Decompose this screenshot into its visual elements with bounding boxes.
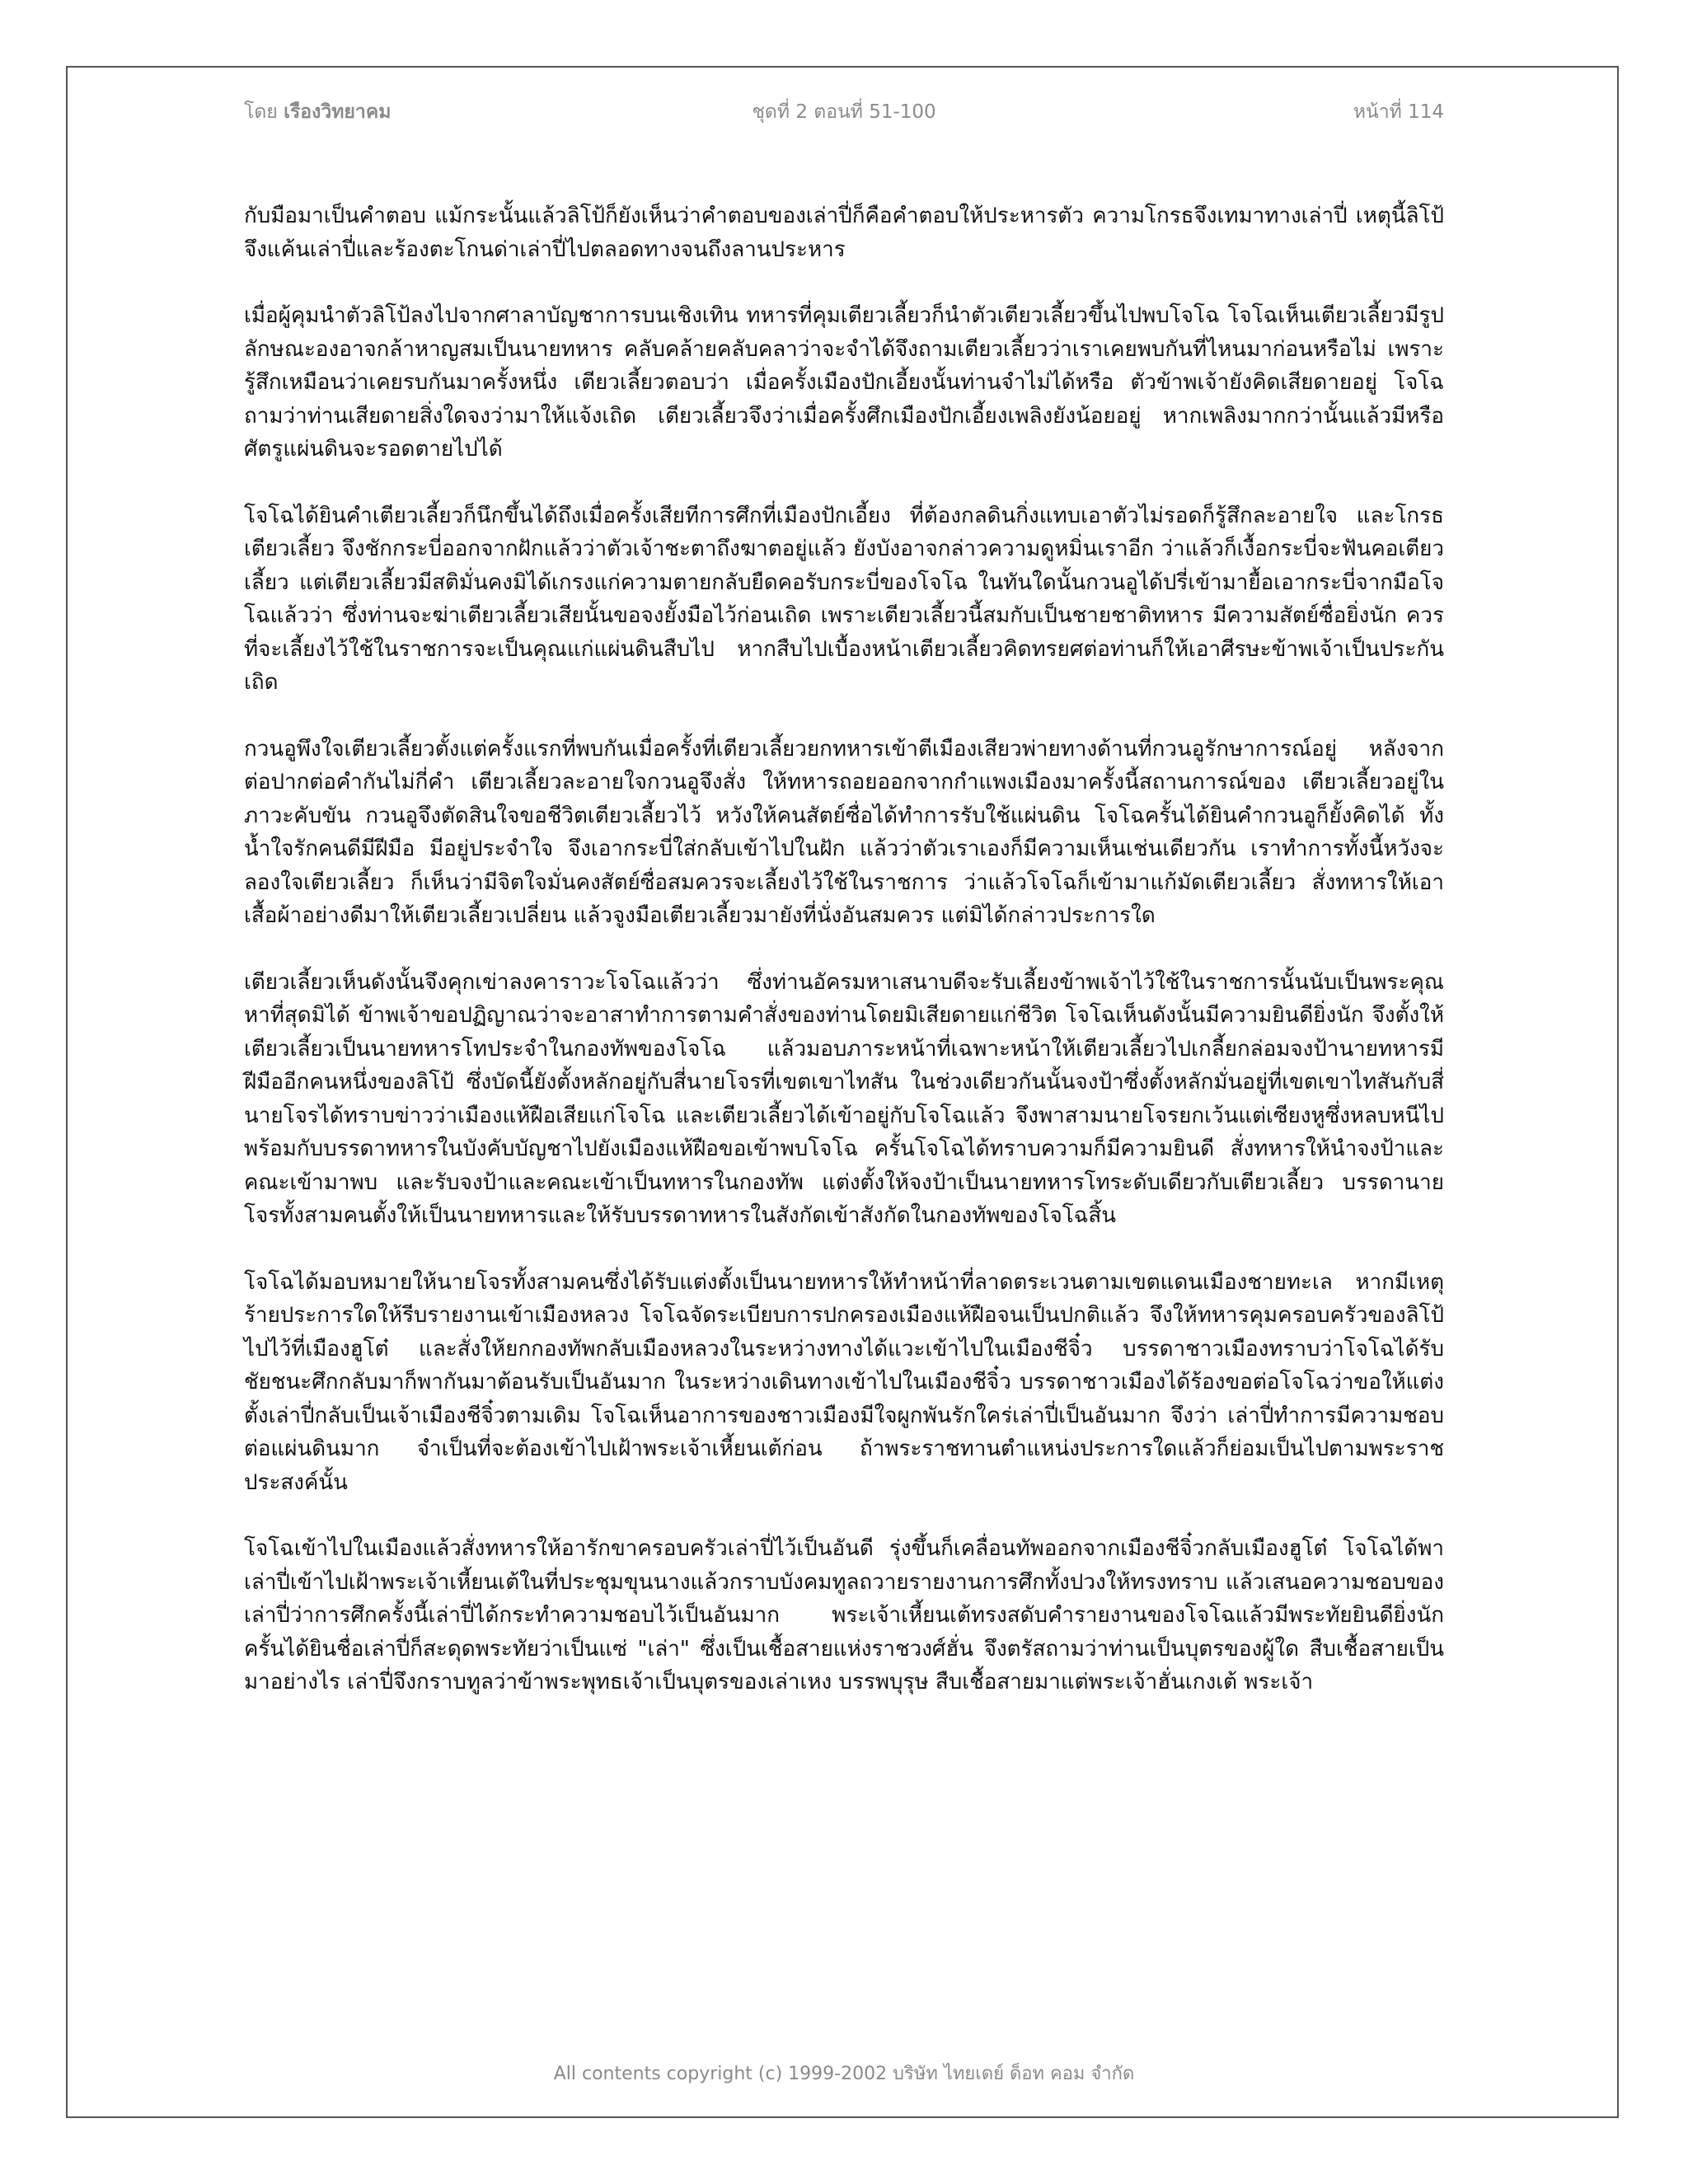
author-name: เรืองวิทยาคม (284, 101, 392, 123)
paragraph: โจโฉเข้าไปในเมืองแล้วสั่งทหารให้อารักขาครอบครัวเล่าปี่ไว้เป็นอันดี รุ่งขึ้นก็เคลื่อนทัพออกจากเมืองชีจิ๋วกลับเมืองฮูโต๋ โจโฉได้พาเล่าปี่เข้าไปเฝ้าพระเจ้าเหี้ยนเต้ในที่ประชุมขุนนางแล้วกราบบังคมทูลถวายรายงานการศึกทั้งปวงให้ทรงทราบ แล้วเสนอความชอบของเล่าปี่ว่าการศึกครั้งนี้เล่าปี่ได้กระทำความชอบไว้เป็นอันมาก พระเจ้าเหี้ยนเต้ทรงสดับคำรายงานของโจโฉแล้วมีพระทัยยินดียิ่งนัก ครั้นได้ยินชื่อเล่าปี่ก็สะดุดพระทัยว่าเป็นแซ่ "เล่า" ซึ่งเป็นเชื้อสายแห่งราชวงศ์ฮั่น จึงตรัสถามว่าท่านเป็นบุตรของผู้ใด สืบเชื้อสายเป็นมาอย่างไร เล่าปี่จึงกราบทูลว่าข้าพระพุทธเจ้าเป็นบุตรของเล่าเหง บรรพบุรุษ สืบเชื้อสายมาแต่พระเจ้าฮั่นเกงเต้ พระเจ้า (244, 1536, 1444, 1694)
series-label: ชุดที่ 2 ตอนที่ 51-100 (752, 101, 936, 123)
paragraph: โจโฉได้มอบหมายให้นายโจรทั้งสามคนซึ่งได้รับแต่งตั้งเป็นนายทหารให้ทำหน้าที่ลาดตระเวนตามเขตแดนเมืองชายทะเล หากมีเหตุร้ายประการใดให้รีบรายงานเข้าเมืองหลวง โจโฉจัดระเบียบการปกครองเมืองแห้ฝือจนเป็นปกติแล้ว จึงให้ทหารคุมครอบครัวของลิโป้ไปไว้ที่เมืองฮูโต๋ และสั่งให้ยกกองทัพกลับเมืองหลวงในระหว่างทางได้แวะเข้าไปในเมืองชีจิ๋ว บรรดาชาวเมืองทราบว่าโจโฉได้รับชัยชนะศึกกลับมาก็พากันมาต้อนรับเป็นอันมาก ในระหว่างเดินทางเข้าไปในเมืองชีจิ๋ว บรรดาชาวเมืองได้ร้องขอต่อโจโฉว่าขอให้แต่งตั้งเล่าปี่กลับเป็นเจ้าเมืองชีจิ๋วตามเดิม โจโฉเห็นอาการของชาวเมืองมีใจผูกพันรักใคร่เล่าปี่เป็นอันมาก จึงว่า เล่าปี่ทำการมีความชอบต่อแผ่นดินมาก จำเป็นที่จะต้องเข้าไปเฝ้าพระเจ้าเหี้ยนเต้ก่อน ถ้าพระราชทานตำแหน่งประการใดแล้วก็ย่อมเป็นไปตามพระราชประสงค์นั้น (244, 1269, 1444, 1495)
copyright-footer: All contents copyright (c) 1999-2002 บริษัท ไทยเดย์ ด็อท คอม จำกัด (553, 2064, 1135, 2084)
article-body (244, 199, 1444, 1732)
paragraph: กับมือมาเป็นคำตอบ แม้กระนั้นแล้วลิโป้ก็ยังเห็นว่าคำตอบของเล่าปี่ก็คือคำตอบให้ประหารตัว ความโกรธจึงเทมาทางเล่าปี่ เหตุนี้ลิโป้จึงแค้นเล่าปี่และร้องตะโกนด่าเล่าปี่ไปตลอดทางจนถึงลานประหาร (244, 204, 1444, 262)
page-number: หน้าที่ 114 (1353, 101, 1444, 123)
paragraph: กวนอูพึงใจเตียวเลี้ยวตั้งแต่ครั้งแรกที่พบกันเมื่อครั้งที่เตียวเลี้ยวยกทหารเข้าตีเมืองเสียวพ่ายทางด้านที่กวนอูรักษาการณ์อยู่ หลังจากต่อปากต่อคำกันไม่กี่คำ เตียวเลี้ยวละอายใจกวนอูจึงสั่ง ให้ทหารถอยออกจากกำแพงเมืองมาครั้งนี้สถานการณ์ของ เตียวเลี้ยวอยู่ในภาวะคับขัน กวนอูจึงตัดสินใจขอชีวิตเตียวเลี้ยวไว้ หวังให้คนสัตย์ซื่อได้ทำการรับใช้แผ่นดิน โจโฉครั้นได้ยินคำกวนอูก็ยั้งคิดได้ ทั้งน้ำใจรักคนดีมีฝีมือ มีอยู่ประจำใจ จึงเอากระบี่ใส่กลับเข้าไปในฝัก แล้วว่าตัวเราเองก็มีความเห็นเช่นเดียวกัน เราทำการทั้งนี้หวังจะลองใจเตียวเลี้ยว ก็เห็นว่ามีจิตใจมั่นคงสัตย์ซื่อสมควรจะเลี้ยงไว้ใช้ในราชการ ว่าแล้วโจโฉก็เข้ามาแก้มัดเตียวเลี้ยว สั่งทหารให้เอาเสื้อผ้าอย่างดีมาให้เตียวเลี้ยวเปลี่ยน แล้วจูงมือเตียวเลี้ยวมายังที่นั่งอันสมควร แต่มิได้กล่าวประการใด (244, 736, 1444, 928)
paragraph: เมื่อผู้คุมนำตัวลิโป้ลงไปจากศาลาบัญชาการบนเชิงเทิน ทหารที่คุมเตียวเลี้ยวก็นำตัวเตียวเลี้ยวขึ้นไปพบโจโฉ โจโฉเห็นเตียวเลี้ยวมีรูปลักษณะองอาจกล้าหาญสมเป็นนายทหาร คลับคล้ายคลับคลาว่าจะจำได้จึงถามเตียวเลี้ยวว่าเราเคยพบกันที่ไหนมาก่อนหรือไม่ เพราะรู้สึกเหมือนว่าเคยรบกันมาครั้งหนึ่ง เตียวเลี้ยวตอบว่า เมื่อครั้งเมืองปักเอี้ยงนั้นท่านจำไม่ได้หรือ ตัวข้าพเจ้ายังคิดเสียดายอยู่ โจโฉถามว่าท่านเสียดายสิ่งใดจงว่ามาให้แจ้งเถิด เตียวเลี้ยวจึงว่าเมื่อครั้งศึกเมืองปักเอี้ยงเพลิงยังน้อยอยู่ หากเพลิงมากกว่านั้นแล้วมีหรือศัตรูแผ่นดินจะรอดตายไปได้ (244, 303, 1444, 462)
paragraph: โจโฉได้ยินคำเตียวเลี้ยวก็นึกขึ้นได้ถึงเมื่อครั้งเสียทีการศึกที่เมืองปักเอี้ยง ที่ต้องกลดินกิ่งแทบเอาตัวไม่รอดก็รู้สึกละอายใจ และโกรธเตียวเลี้ยว จึงชักกระบี่ออกจากฝักแล้วว่าตัวเจ้าชะตาถึงฆาตอยู่แล้ว ยังบังอาจกล่าวความดูหมิ่นเราอีก ว่าแล้วก็เงื้อกระบี่จะฟันคอเตียวเลี้ยว แต่เตียวเลี้ยวมีสติมั่นคงมิได้เกรงแก่ความตายกลับยืดคอรับกระบี่ของโจโฉ ในทันใดนั้นกวนอูได้ปรี่เข้ามายื้อเอากระบี่จากมือโจโฉแล้วว่า ซึ่งท่านจะฆ่าเตียวเลี้ยวเสียนั้นขอจงยั้งมือไว้ก่อนเถิด เพราะเตียวเลี้ยวนี้สมกับเป็นชายชาติทหาร มีความสัตย์ซื่อยิ่งนัก ควรที่จะเลี้ยงไว้ใช้ในราชการจะเป็นคุณแก่แผ่นดินสืบไป หากสืบไปเบื้องหน้าเตียวเลี้ยวคิดทรยศต่อท่านก็ให้เอาศีรษะข้าพเจ้าเป็นประกันเถิด (244, 503, 1444, 695)
page-header (244, 97, 1444, 130)
paragraph: เตียวเลี้ยวเห็นดังนั้นจึงคุกเข่าลงคาราวะโจโฉแล้วว่า ซึ่งท่านอัครมหาเสนาบดีจะรับเลี้ยงข้าพเจ้าไว้ใช้ในราชการนั้นนับเป็นพระคุณหาที่สุดมิได้ ข้าพเจ้าขอปฏิญาณว่าจะอาสาทำการตามคำสั่งของท่านโดยมิเสียดายแก่ชีวิต โจโฉเห็นดังนั้นมีความยินดียิ่งนัก จึงตั้งให้เตียวเลี้ยวเป็นนายทหารโทประจำในกองทัพของโจโฉ แล้วมอบภาระหน้าที่เฉพาะหน้าให้เตียวเลี้ยวไปเกลี้ยกล่อมจงป้านายทหารมีฝีมืออีกคนหนึ่งของลิโป้ ซึ่งบัดนี้ยังตั้งหลักอยู่กับสี่นายโจรที่เขตเขาไทสัน ในช่วงเดียวกันนั้นจงป้าซึ่งตั้งหลักมั่นอยู่ที่เขตเขาไทสันกับสี่นายโจรได้ทราบข่าวว่าเมืองแห้ฝือเสียแก่โจโฉ และเตียวเลี้ยวได้เข้าอยู่กับโจโฉแล้ว จึงพาสามนายโจรยกเว้นแต่เซียงหูซึ่งหลบหนีไป พร้อมกับบรรดาทหารในบังคับบัญชาไปยังเมืองแห้ฝือขอเข้าพบโจโฉ ครั้นโจโฉได้ทราบความก็มีความยินดี สั่งทหารให้นำจงป้าและคณะเข้ามาพบ และรับจงป้าและคณะเข้าเป็นทหารในกองทัพ แต่งตั้งให้จงป้าเป็นนายทหารโทระดับเดียวกับเตียวเลี้ยว บรรดานายโจรทั้งสามคนตั้งให้เป็นนายทหารและให้รับบรรดาทหารในสังกัดเข้าสังกัดในกองทัพของโจโฉสิ้น (244, 969, 1444, 1228)
by-prefix: โดย (244, 101, 278, 123)
